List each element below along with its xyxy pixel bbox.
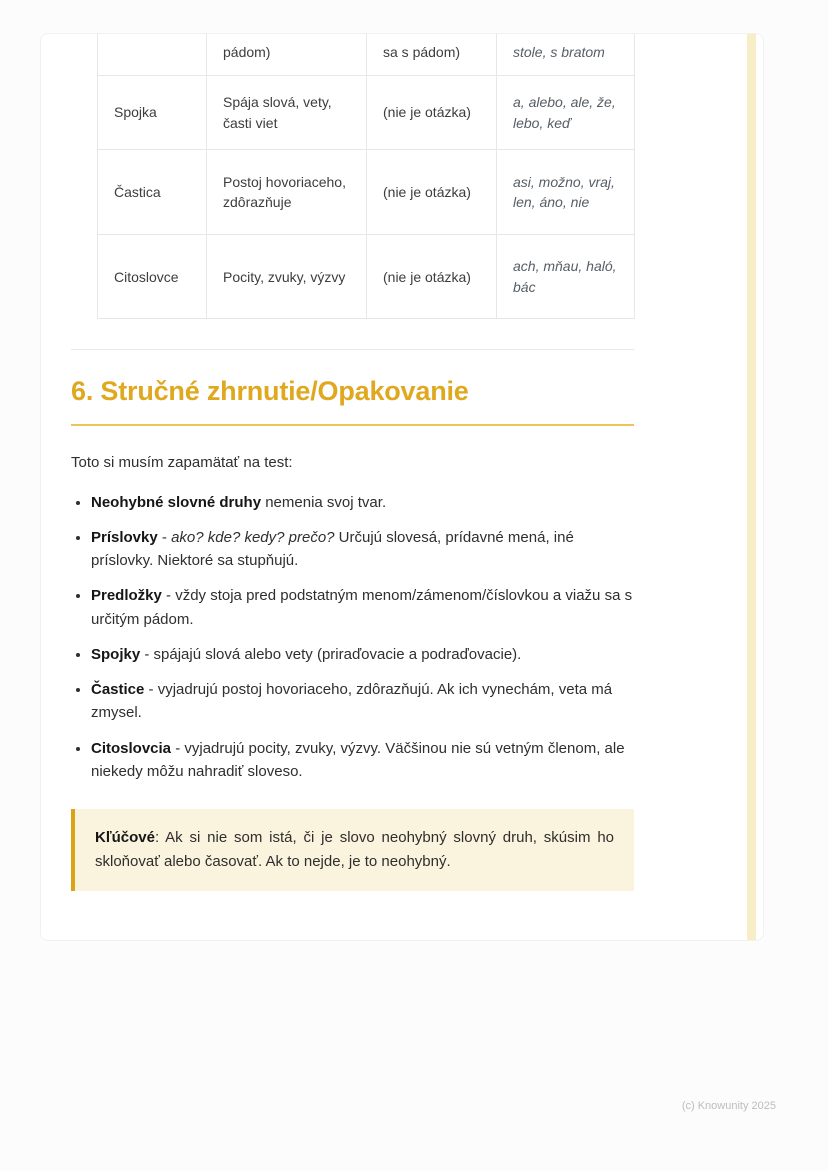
cell-word-class: Častica [98,149,207,235]
cell-word-class [98,34,207,76]
cell-examples: stole, s bratom [497,34,635,76]
cell-word-class: Citoslovce [98,235,207,319]
table-row-citoslovce [98,235,635,319]
bullet-text: - vždy stoja pred podstatným menom/zámenom/číslovkou a viažu sa s určitým pádom. [91,587,633,628]
bullet-term: Spojky [91,645,141,663]
bullet-term: Častice [91,681,145,699]
parts-of-speech-table [97,34,635,319]
callout-text: : Ak si nie som istá, či je slovo neohybný slovný druh, skúsim ho skloňovať alebo časovať. Ak to nejde, je to neohybný. [95,829,614,871]
intro-paragraph: Toto si musím zapamätať na test: [71,454,293,472]
cell-description: pádom) [207,34,367,76]
section-heading: 6. Stručné zhrnutie/Opakovanie [71,376,634,426]
cell-question: (nie je otázka) [367,149,497,235]
list-item [91,737,634,784]
list-item [91,526,634,573]
bullet-text: - vyjadrujú pocity, zvuky, výzvy. Väčšinou nie sú vetným členom, ale niekedy môžu nahradiť sloveso. [91,739,625,780]
cell-question: (nie je otázka) [367,235,497,319]
callout-term: Kľúčové [95,829,155,847]
cell-examples: asi, možno, vraj, len, áno, nie [497,149,635,235]
bullet-term: Neohybné slovné druhy [91,493,262,511]
cell-question: (nie je otázka) [367,76,497,150]
bullet-text: - [157,528,172,546]
list-item [91,491,634,514]
bullet-text: Určujú slovesá, prídavné mená, iné príslovky. Niektoré sa stupňujú. [91,528,574,570]
bullet-term: Príslovky [91,528,158,546]
bullet-questions: ako? kde? kedy? prečo? [171,528,335,546]
summary-list [71,491,634,784]
bullet-term: Predložky [91,587,162,605]
cell-question: sa s pádom) [367,34,497,76]
cell-description: Pocity, zvuky, výzvy [207,235,367,319]
cell-word-class: Spojka [98,76,207,150]
table-row-castica [98,149,635,235]
cell-description: Postoj hovoriaceho, zdôrazňuje [207,149,367,235]
bullet-text: - vyjadrujú postoj hovoriaceho, zdôrazňujú. Ak ich vynechám, veta má zmysel. [91,681,613,722]
bullet-term: Citoslovcia [91,739,172,757]
cell-examples: a, alebo, ale, že, lebo, keď [497,76,635,150]
table-row-spojka [98,76,635,150]
content-card [40,33,764,941]
page-edge-stripe [747,34,756,940]
bullet-text: - spájajú slová alebo vety (priraďovacie a podraďovacie). [140,645,522,663]
cell-examples: ach, mňau, haló, bác [497,235,635,319]
table-row-partial [98,34,635,76]
copyright-footer: (c) Knowunity 2025 [681,1100,776,1112]
key-callout [71,809,634,891]
list-item [91,584,634,631]
section-divider [71,349,634,350]
list-item [91,643,634,666]
list-item [91,678,634,725]
cell-description: Spája slová, vety, časti viet [207,76,367,150]
bullet-text: nemenia svoj tvar. [261,493,387,511]
